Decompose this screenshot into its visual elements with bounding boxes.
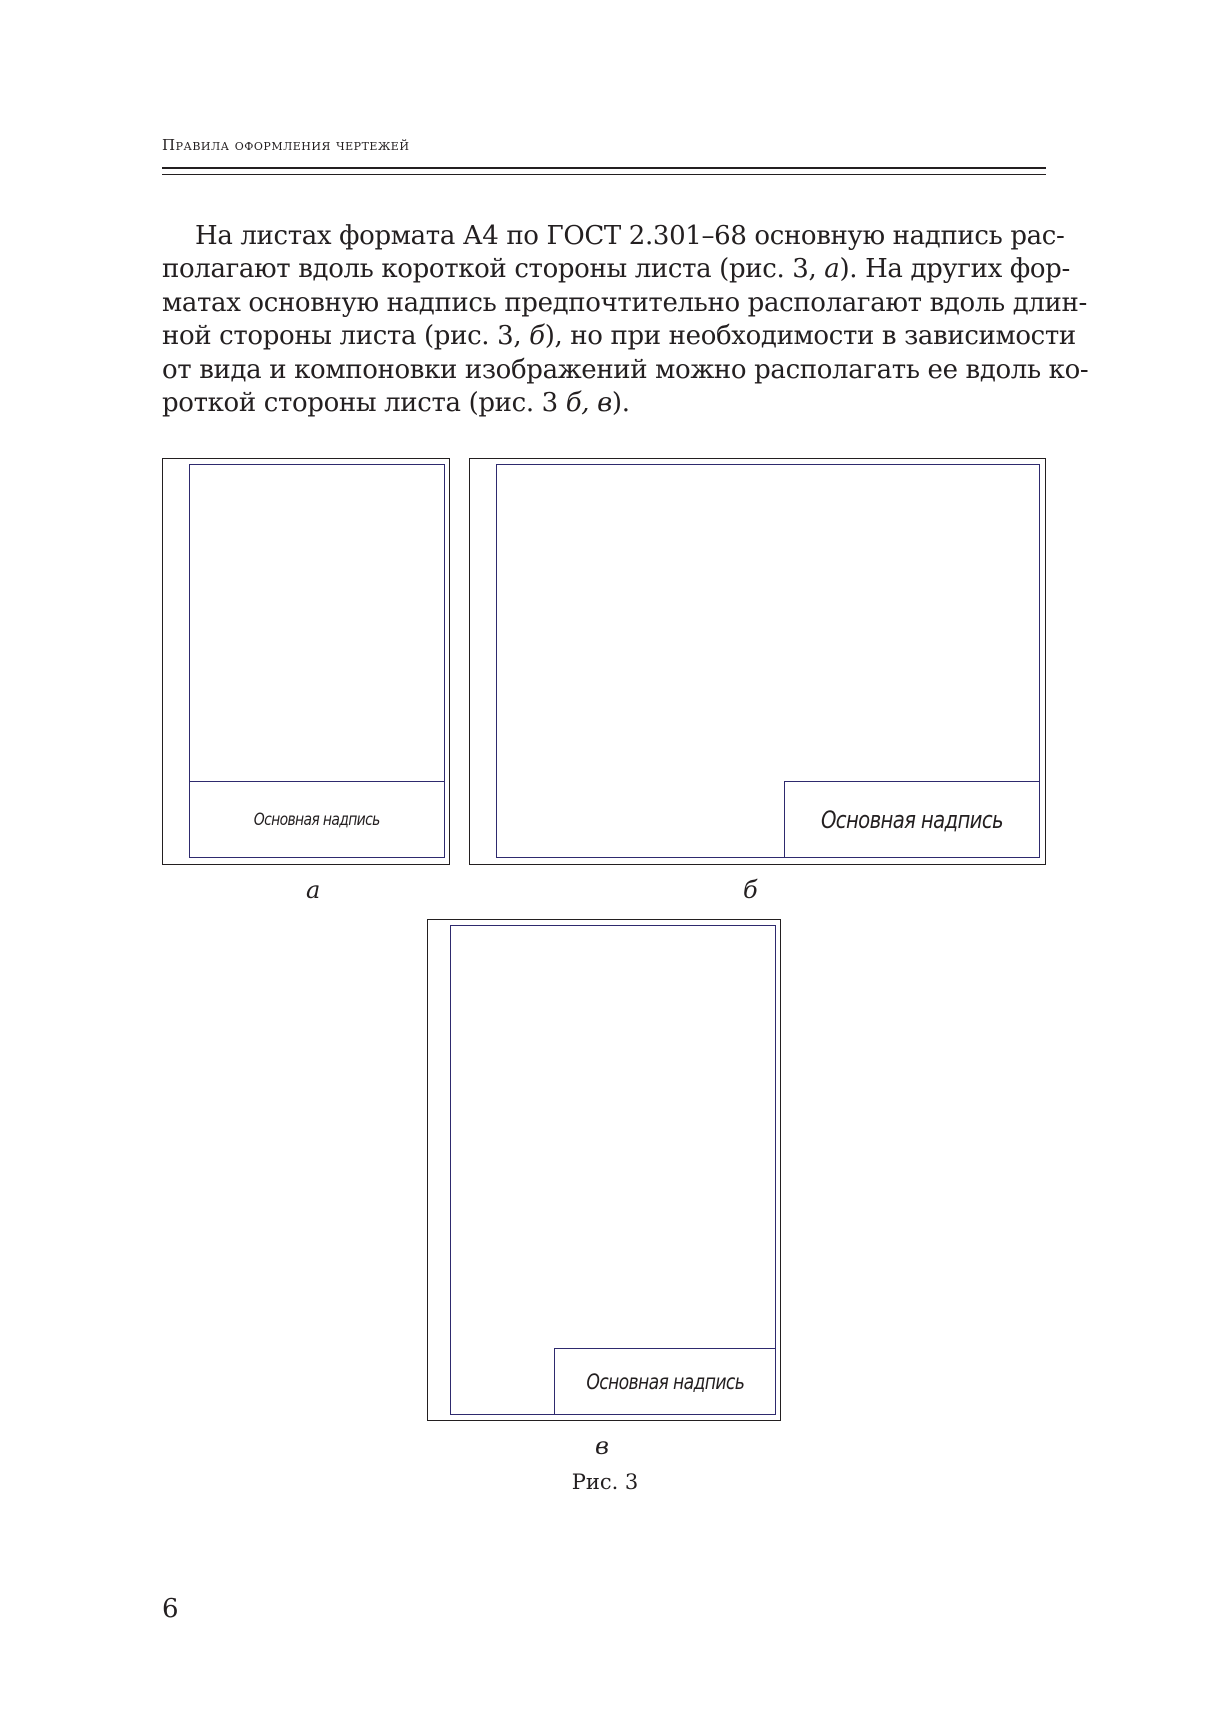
figure-caption: Рис. 3	[571, 1470, 639, 1494]
sheet-b	[469, 458, 1046, 865]
sheet-v-frame	[450, 925, 776, 1415]
paragraph-line: роткой стороны листа (рис. 3 б, в).	[162, 388, 630, 419]
sheet-v-title-block: Основная надпись	[554, 1348, 775, 1414]
running-title: Правила оформления чертежей	[162, 136, 410, 154]
sheet-a-title-block: Основная надпись	[190, 781, 444, 857]
paragraph-line: матах основную надпись предпочтительно располагают вдоль длин-	[162, 287, 1087, 318]
sub-caption-v: в	[595, 1432, 609, 1460]
sheet-b-frame	[496, 464, 1040, 858]
paragraph-line: от вида и компоновки изображений можно располагать ее вдоль ко-	[162, 354, 1089, 385]
page-number: 6	[162, 1594, 179, 1624]
sheet-a-frame	[189, 464, 445, 858]
header-rule-thin	[162, 174, 1046, 175]
sheet-b-title-block: Основная надпись	[784, 781, 1039, 857]
paragraph-line: На листах формата А4 по ГОСТ 2.301–68 основную надпись рас-	[195, 221, 1065, 251]
sub-caption-b: б	[743, 876, 758, 904]
header-rule-thick	[162, 167, 1046, 169]
sheet-a	[162, 458, 450, 865]
sheet-v	[427, 919, 781, 1421]
paragraph-line: ной стороны листа (рис. 3, б), но при необходимости в зависимости	[162, 321, 1076, 352]
body-paragraph	[162, 220, 1089, 420]
paragraph-line: полагают вдоль короткой стороны листа (рис. 3, а). На других фор-	[162, 254, 1070, 285]
sub-caption-a: а	[306, 876, 321, 904]
